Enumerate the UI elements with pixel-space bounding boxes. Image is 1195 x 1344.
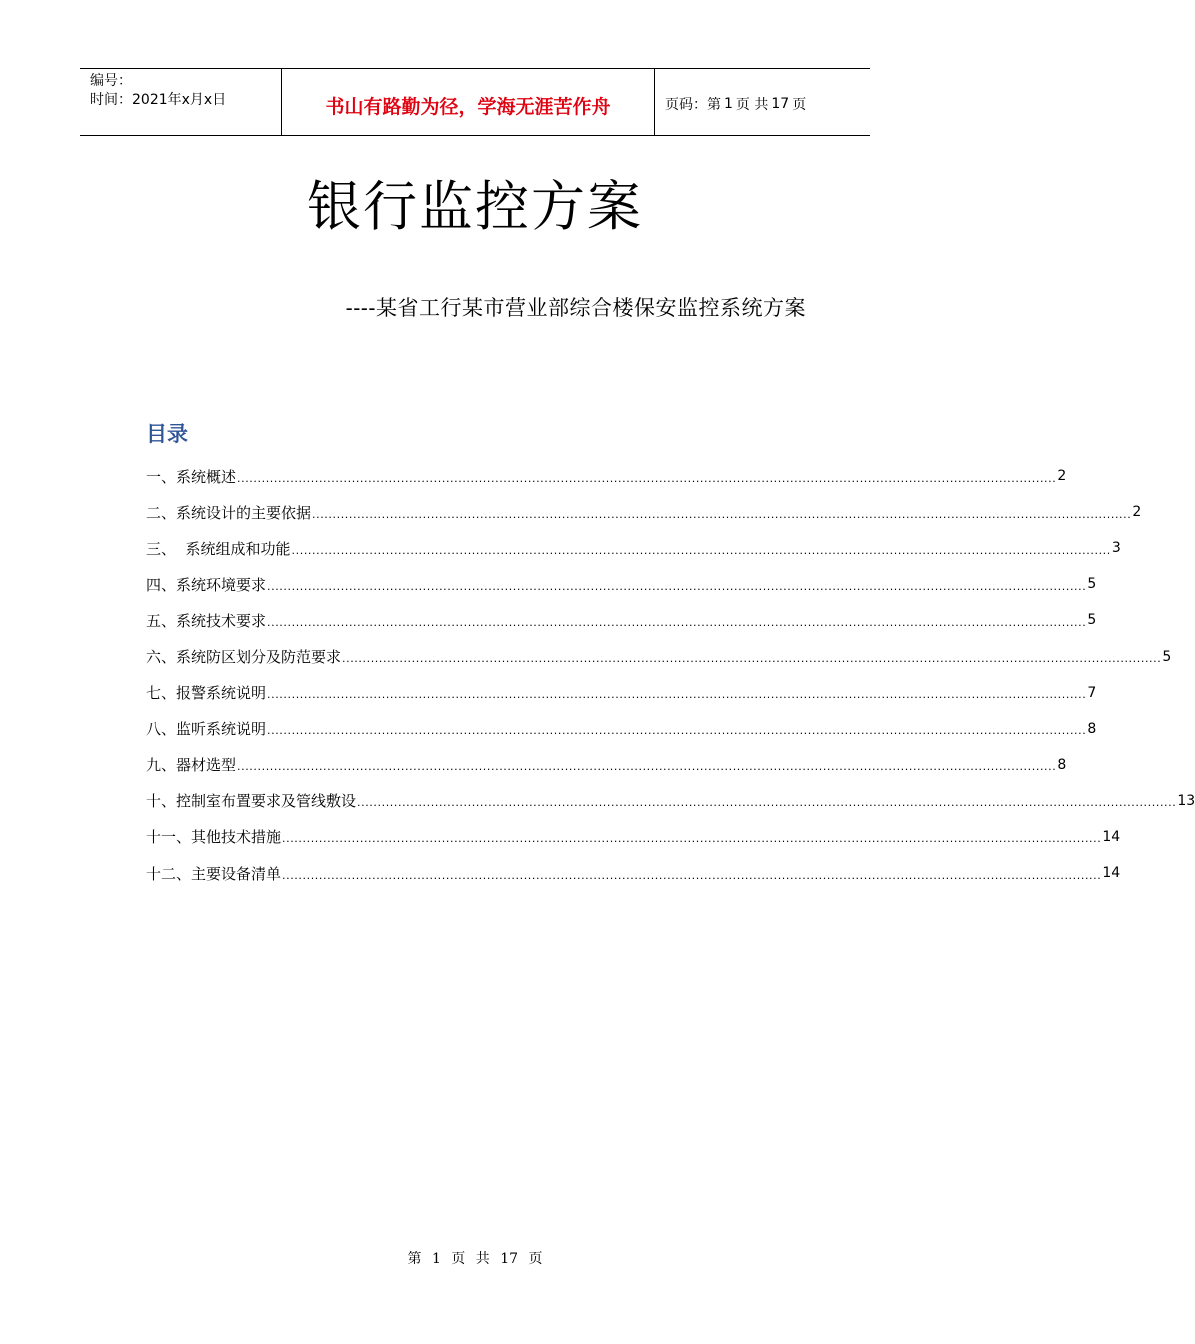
toc-item[interactable] — [146, 819, 1121, 855]
toc-item[interactable] — [146, 566, 1097, 602]
toc-item-label: 十一、其他技术措施 — [146, 828, 282, 847]
toc-dot-leader: ........................................................................................................................................................................................................ — [237, 760, 1057, 774]
toc-dot-leader: ........................................................................................................................................................................................................ — [282, 832, 1102, 846]
toc-item-label: 二、系统设计的主要依据 — [146, 503, 312, 522]
toc-dot-leader: ........................................................................................................................................................................................................ — [237, 471, 1057, 485]
toc-dot-leader: ........................................................................................................................................................................................................ — [282, 868, 1102, 882]
toc-item-label: 七、报警系统说明 — [146, 684, 267, 703]
toc-dot-leader: ........................................................................................................................................................................................................ — [342, 652, 1162, 666]
toc-item-page: 7 — [1087, 684, 1097, 701]
toc-item-page: 14 — [1102, 865, 1121, 882]
toc-item-label: 十、控制室布置要求及管线敷设 — [146, 792, 357, 811]
document-time-label: 时间：2021年x月x日 — [90, 92, 227, 108]
page-info-end: 页 — [792, 97, 807, 113]
toc-item-label: 四、系统环境要求 — [146, 575, 267, 594]
toc-item[interactable] — [146, 855, 1121, 891]
page-info-label: 页码：第 — [665, 97, 721, 113]
header-motto: 书山有路勤为径，学海无涯苦作舟 — [282, 69, 655, 135]
toc-item-page: 5 — [1162, 648, 1172, 665]
toc-heading: 目录 — [146, 421, 188, 446]
toc-item-label: 十二、主要设备清单 — [146, 864, 282, 883]
page-footer: 第 1 页 共 17 页 — [407, 1251, 543, 1267]
toc-dot-leader: ........................................................................................................................................................................................................ — [267, 688, 1087, 702]
toc-dot-leader: ........................................................................................................................................................................................................ — [291, 543, 1111, 557]
toc-item-page: 2 — [1132, 504, 1142, 521]
toc-item-page: 14 — [1102, 828, 1121, 845]
toc-item-label: 一、系统概述 — [146, 467, 237, 486]
toc-item[interactable] — [146, 494, 1142, 530]
toc-dot-leader: ........................................................................................................................................................................................................ — [267, 724, 1087, 738]
toc-item-label: 六、系统防区划分及防范要求 — [146, 648, 342, 667]
toc-item[interactable] — [146, 602, 1097, 638]
toc-item-page: 3 — [1111, 540, 1121, 557]
document-subtitle: ----某省工行某市营业部综合楼保安监控系统方案 — [345, 296, 806, 320]
page-total: 17 — [771, 96, 790, 112]
page-current: 1 — [724, 96, 733, 112]
toc-item-page: 13 — [1177, 792, 1195, 809]
toc-item-page: 5 — [1087, 576, 1097, 593]
toc-item[interactable] — [146, 675, 1097, 711]
table-of-contents — [146, 458, 1195, 891]
toc-item-page: 2 — [1057, 468, 1067, 485]
toc-dot-leader: ........................................................................................................................................................................................................ — [357, 796, 1177, 810]
toc-dot-leader: ........................................................................................................................................................................................................ — [267, 579, 1087, 593]
toc-item[interactable] — [146, 530, 1121, 566]
document-title: 银行监控方案 — [307, 175, 643, 238]
toc-item[interactable] — [146, 458, 1067, 494]
page-header — [80, 68, 870, 136]
toc-item-label: 五、系统技术要求 — [146, 611, 267, 630]
toc-item[interactable] — [146, 711, 1097, 747]
toc-item[interactable] — [146, 783, 1195, 819]
toc-item-label: 九、器材选型 — [146, 756, 237, 775]
toc-item-page: 8 — [1057, 756, 1067, 773]
header-meta — [80, 69, 282, 135]
toc-dot-leader: ........................................................................................................................................................................................................ — [267, 615, 1087, 629]
toc-item-page: 5 — [1087, 612, 1097, 629]
toc-item-label: 三、 系统组成和功能 — [146, 539, 291, 558]
toc-item-page: 8 — [1087, 720, 1097, 737]
document-number-label: 编号： — [90, 73, 132, 89]
toc-item-label: 八、监听系统说明 — [146, 720, 267, 739]
toc-item[interactable] — [146, 638, 1172, 674]
toc-item[interactable] — [146, 747, 1067, 783]
header-page-info — [655, 69, 870, 135]
page-info-mid: 页 共 — [735, 97, 769, 113]
toc-dot-leader: ........................................................................................................................................................................................................ — [312, 507, 1132, 521]
